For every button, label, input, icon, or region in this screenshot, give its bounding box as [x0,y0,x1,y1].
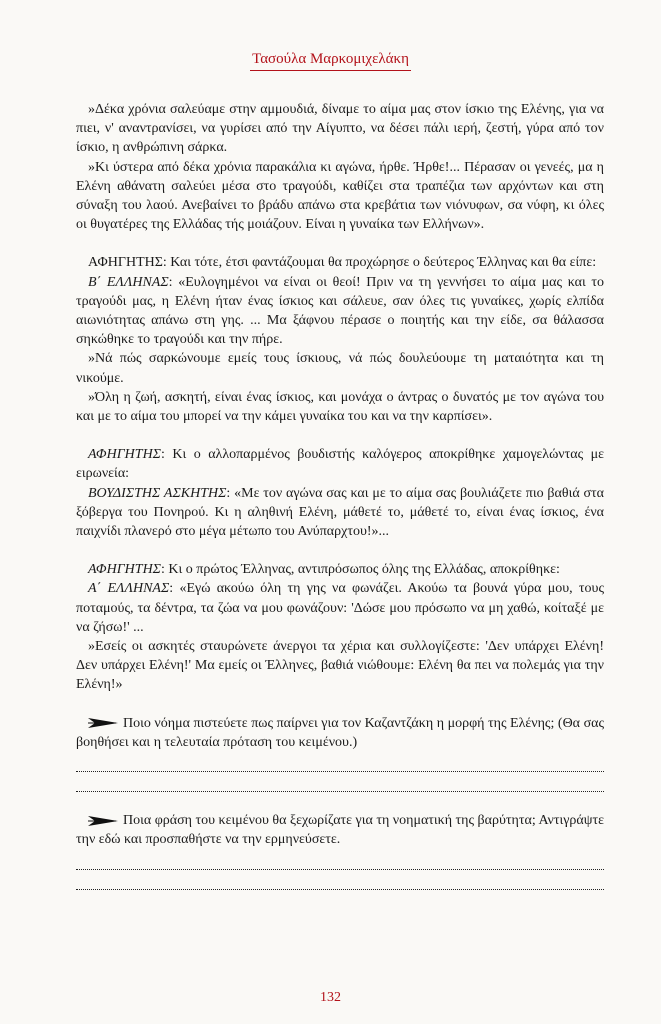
speaker-narrator: ΑΦΗΓΗΤΗΣ [88,447,161,463]
text-body [76,100,604,890]
dialogue-line [76,579,604,637]
paragraph: »Εσείς οι ασκητές σταυρώνετε άνεργοι τα χέρια και συλλογίζεστε: 'Δεν υπάρχει Ελένη! Δεν υπάρχει Ελένη!' Μα εμείς οι Έλληνες, βαθιά νιώθουμε: Ελένη θα πει να πολεμάς για την Ελένη!» [76,639,604,693]
paragraph: »Νά πώς σαρκώνουμε εμείς τους ίσκιους, νά πώς δουλεύουμε τη ματαιότητα και τη νικούμε. [76,351,604,386]
paragraph: »Δέκα χρόνια σαλεύαμε στην αμμουδιά, δίναμε το αίμα μας στον ίσκιο της Ελένης, για να πιει, ν' αναντρανίσει, να γυρίσει από την Αίγυπτο, να δέσει πάλι ιερή, ζεστή, γύρα από τον ίσκιο, η ανθρώπινη σάρκα. [76,102,604,156]
running-header [0,50,661,68]
spacer [76,695,604,714]
spacer [76,234,604,253]
dialogue-text: : «Εγώ ακούω όλη τη γης να φωνάζει. Ακούω τα βουνά γύρα μου, τους ποταμούς, τα δέντρα, τα ζώα να μου φωνάζουν: 'Δώσε μου πρόσωπο να μη χαθώ, κοίταξέ με να ζήσω!' ... [76,581,605,635]
speaker-b-hellene: Β΄ ΕΛΛΗΝΑΣ [88,274,169,290]
dialogue-text: : «Με τον αγώνα σας και με το αίμα σας βουλιάζετε πιο βαθιά στα ξόβεργα του Πονηρού. Κι η αληθινή Ελένη, μάθετέ το, μάθετέ το, είναι ένας ίσκιος, ένα παιχνίδι πλανερό στο μέγα μέτωπο του Ανύπαρχτου!»... [76,485,604,540]
speaker-narrator: ΑΦΗΓΗΤΗΣ [88,255,163,271]
spacer [76,792,604,811]
question-2 [76,811,604,849]
paragraph: »Κι ύστερα από δέκα χρόνια παρακάλια κι αγώνα, ήρθε. Ήρθε!... Πέρασαν οι γενεές, μα η Ελένη αθάνατη σαλεύει μέσα στο τραγούδι, καθίζει στα τραπέζια των αρχόντων και στη σύναξη του λαού. Ανεβαίνει το βράδυ απάνω στα κρεβάτια των νιόνυφων, σα νύφη, κι όλες οι θυγατέρες της Ελλάδας τής μοιάζουν. Είναι η γυναίκα των Ελλήνων». [76,159,604,233]
dialogue-text: : «Ευλογημένοι να είναι οι θεοί! Πριν να τη γεννήσει το αίμα μας και το τραγούδι μας, η Ελένη ήταν ένας ίσκιος και σάλευε, σαν όλες τις γυναίκες, χωρίς ελπίδα αιωνιότητας απάνω στη γης. ... Μα ξάφνου πέρασε ο ποιητής και την είδε, σα θάλασσα σηκώθηκε το τραγούδι και την πήρε. [76,274,605,348]
speaker-buddhist-ascetic: ΒΟΥΔΙΣΤΗΣ ΑΣΚΗΤΗΣ [88,485,227,501]
answer-line[interactable] [76,752,604,772]
dialogue-text: : Και τότε, έτσι φαντάζουμαι θα προχώρησε ο δεύτερος Έλληνας και θα είπε: [162,255,597,271]
paragraph: »Όλη η ζωή, ασκητή, είναι ένας ίσκιος, και μονάχα ο άντρας ο δυνατός με τον αγώνα του και με το αίμα του μπορεί να την κάμει γυναίκα του και να την καρπίσει». [76,389,604,425]
answer-line[interactable] [76,772,604,792]
answer-line[interactable] [76,850,604,870]
dialogue-line [76,560,604,579]
arrow-bullet-icon [88,816,118,826]
question-text: Ποια φράση του κειμένου θα ξεχωρίζατε για τη νοηματική της βαρύτητα; Αντιγράψτε την εδώ και προσπαθήστε να την ερμηνεύσετε. [76,813,605,848]
dialogue-line [76,253,604,272]
dialogue-line [76,273,604,350]
dialogue-text: : Κι ο αλλοπαρμένος βουδιστής καλόγερος αποκρίθηκε χαμογελώντας με ειρωνεία: [76,447,604,482]
spacer [76,426,604,445]
page-number: 132 [320,990,341,1005]
arrow-bullet-icon [88,718,118,728]
speaker-a-hellene: Α΄ ΕΛΛΗΝΑΣ [88,581,170,597]
question-1 [76,714,604,752]
dialogue-line [76,445,604,483]
dialogue-text: : Κι ο πρώτος Έλληνας, αντιπρόσωπος όλης της Ελλάδας, αποκρίθηκε: [161,562,560,578]
speaker-narrator: ΑΦΗΓΗΤΗΣ [88,562,161,578]
question-text: Ποιο νόημα πιστεύετε πως παίρνει για τον Καζαντζάκη η μορφή της Ελένης; (Θα σας βοηθήσει και η τελευταία πρόταση του κειμένου.) [76,715,604,750]
dialogue-line [76,484,604,542]
author-name: Τασούλα Μαρκομιχελάκη [250,51,411,71]
spacer [76,541,604,560]
answer-line[interactable] [76,870,604,890]
